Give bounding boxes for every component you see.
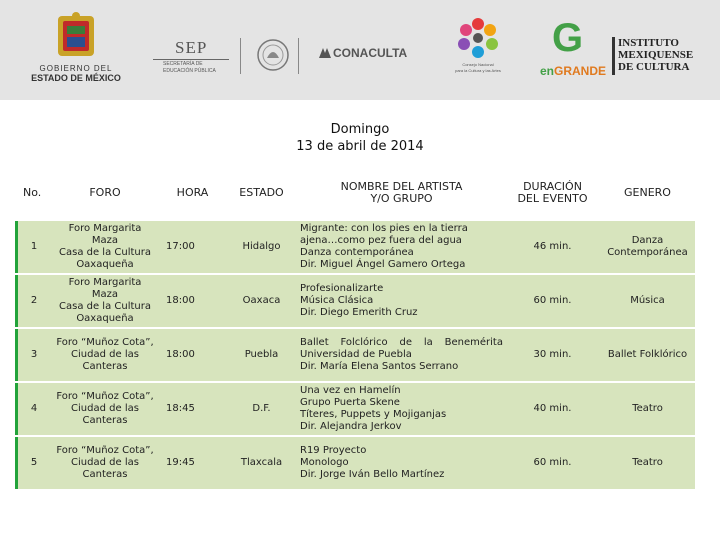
foro-line: Casa de la Cultura <box>59 301 151 312</box>
header-estado: ESTADO <box>239 186 284 199</box>
cell-no: 5 <box>15 437 50 489</box>
cell-genero <box>600 221 695 273</box>
page-title <box>0 121 720 155</box>
foro-line: Canteras <box>82 469 128 480</box>
cell-foro <box>50 329 160 381</box>
artista-line: R19 Proyecto <box>300 445 367 456</box>
engrande-word <box>540 64 606 78</box>
cell-estado: D.F. <box>225 383 298 435</box>
cell-artista <box>298 437 505 489</box>
cell-duracion: 46 min. <box>505 221 600 273</box>
imc-bar <box>612 37 615 75</box>
table-row <box>15 437 695 489</box>
artista-line: Ballet Folclórico de la Benemérita <box>300 337 503 348</box>
artista-line: Dir. Miguel Ángel Gamero Ortega <box>300 259 466 270</box>
cell-duracion: 60 min. <box>505 275 600 327</box>
cell-estado: Puebla <box>225 329 298 381</box>
imc-line1: INSTITUTO <box>618 37 679 49</box>
foro-line: Foro “Muñoz Cota”, <box>56 337 154 348</box>
cell-hora: 18:00 <box>160 329 225 381</box>
logo-edomex <box>28 12 124 84</box>
table-row <box>15 221 695 273</box>
table-row <box>15 383 695 435</box>
genero-line: Teatro <box>632 403 663 414</box>
logo-imc <box>612 37 692 75</box>
seal-vertical-divider <box>298 38 299 74</box>
genero-line: Contemporánea <box>607 247 688 258</box>
cell-duracion: 60 min. <box>505 437 600 489</box>
cell-no: 1 <box>15 221 50 273</box>
cell-no: 3 <box>15 329 50 381</box>
cultura-line2: para la Cultura y las Artes <box>455 68 501 73</box>
cell-artista <box>298 221 505 273</box>
table-row <box>15 329 695 381</box>
sep-sub2: EDUCACIÓN PÚBLICA <box>163 68 216 74</box>
artista-line: Dir. María Elena Santos Serrano <box>300 361 459 372</box>
imc-line3: DE CULTURA <box>618 61 690 73</box>
cell-duracion: 30 min. <box>505 329 600 381</box>
foro-line: Foro Margarita <box>68 223 142 234</box>
foro-line: Ciudad de las <box>71 403 139 414</box>
title-day: Domingo <box>330 122 390 137</box>
logo-engrande <box>538 16 608 78</box>
artista-line: Títeres, Puppets y Mojiganjas <box>300 409 447 420</box>
foro-line: Casa de la Cultura <box>59 247 151 258</box>
artista-line: Grupo Puerta Skene <box>300 397 400 408</box>
foro-line: Canteras <box>82 415 128 426</box>
national-seal-icon <box>256 38 290 72</box>
logo-conaculta <box>318 46 418 62</box>
artista-line: Dir. Jorge Iván Bello Martínez <box>300 469 445 480</box>
engrande-en: en <box>540 64 555 78</box>
cell-genero <box>600 275 695 327</box>
genero-line: Ballet Folklórico <box>607 349 688 360</box>
artista-line: Monologo <box>300 457 349 468</box>
cell-foro <box>50 383 160 435</box>
header-duracion: DURACIÓN DEL EVENTO <box>517 180 588 205</box>
cell-artista <box>298 329 505 381</box>
artista-line: Profesionalizarte <box>300 283 384 294</box>
header-artista: NOMBRE DEL ARTISTA Y/O GRUPO <box>340 180 463 205</box>
cell-no: 2 <box>15 275 50 327</box>
foro-line: Foro “Muñoz Cota”, <box>56 391 154 402</box>
artista-line: Música Clásica <box>300 295 374 306</box>
cell-hora: 18:00 <box>160 275 225 327</box>
foro-line: Foro Margarita <box>68 277 142 288</box>
sep-vertical-divider <box>240 38 241 74</box>
foro-line: Foro “Muñoz Cota”, <box>56 445 154 456</box>
cell-foro <box>50 221 160 273</box>
logo-sep <box>153 38 233 78</box>
edomex-line1: GOBIERNO DEL <box>39 64 113 73</box>
artista-line: Danza contemporánea <box>300 247 414 258</box>
cultura-flower-icon <box>448 16 508 60</box>
genero-line: Teatro <box>632 457 663 468</box>
header-foro: FORO <box>89 186 121 199</box>
artista-line: Dir. Alejandra Jerkov <box>300 421 402 432</box>
edomex-shield-icon <box>56 12 96 62</box>
cell-artista <box>298 275 505 327</box>
edomex-line2: ESTADO DE MÉXICO <box>31 73 121 83</box>
header-genero: GENERO <box>624 186 671 199</box>
cell-genero <box>600 383 695 435</box>
cultura-line1: Consejo Nacional <box>462 62 494 67</box>
cell-foro <box>50 437 160 489</box>
sep-sub1: SECRETARÍA DE <box>163 61 203 67</box>
cell-estado: Oaxaca <box>225 275 298 327</box>
title-date: 13 de abril de 2014 <box>296 139 424 154</box>
conaculta-mark-icon <box>318 47 332 59</box>
sep-name: SEP <box>175 38 208 57</box>
imc-line2: MEXIQUENSE <box>618 49 694 61</box>
cell-hora: 19:45 <box>160 437 225 489</box>
cell-no: 4 <box>15 383 50 435</box>
header-no: No. <box>23 186 42 199</box>
cell-estado: Hidalgo <box>225 221 298 273</box>
header-hora: HORA <box>176 186 209 199</box>
cell-genero <box>600 329 695 381</box>
foro-line: Ciudad de las <box>71 349 139 360</box>
table-row <box>15 275 695 327</box>
artista-line: Universidad de Puebla <box>300 349 412 360</box>
artista-line: ajena…como pez fuera del agua <box>300 235 462 246</box>
cell-hora: 17:00 <box>160 221 225 273</box>
cell-foro <box>50 275 160 327</box>
logo-cultura <box>446 16 510 80</box>
foro-line: Canteras <box>82 361 128 372</box>
sep-divider <box>153 59 229 60</box>
cell-hora: 18:45 <box>160 383 225 435</box>
logo-banner <box>0 0 720 100</box>
foro-line: Ciudad de las <box>71 457 139 468</box>
cell-duracion: 40 min. <box>505 383 600 435</box>
table-header-row <box>15 167 695 219</box>
foro-line: Maza <box>91 235 119 246</box>
foro-line: Oaxaqueña <box>76 259 134 270</box>
foro-line: Oaxaqueña <box>76 313 134 324</box>
cell-estado: Tlaxcala <box>225 437 298 489</box>
conaculta-name: CONACULTA <box>333 46 408 60</box>
cell-genero <box>600 437 695 489</box>
engrande-letter: G <box>552 16 584 60</box>
schedule-table <box>15 165 695 491</box>
cell-artista <box>298 383 505 435</box>
genero-line: Danza <box>631 235 664 246</box>
artista-line: Una vez en Hamelín <box>300 385 401 396</box>
engrande-grande: GRANDE <box>554 64 607 78</box>
artista-line: Migrante: con los pies en la tierra <box>300 223 468 234</box>
foro-line: Maza <box>91 289 119 300</box>
artista-line: Dir. Diego Emerith Cruz <box>300 307 418 318</box>
genero-line: Música <box>630 295 665 306</box>
